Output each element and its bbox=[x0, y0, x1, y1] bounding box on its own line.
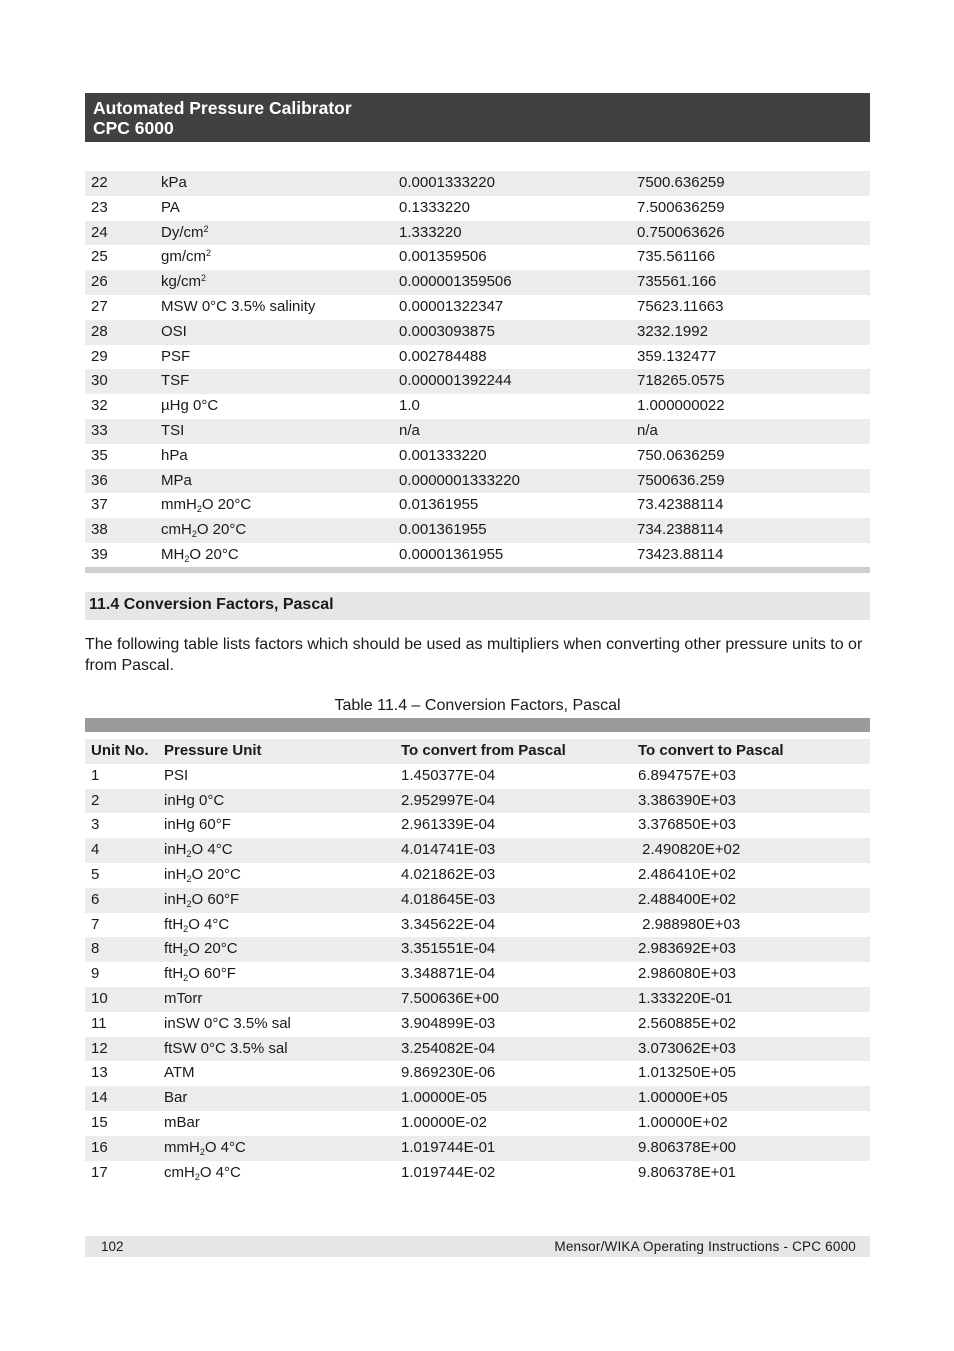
document-header bbox=[85, 93, 870, 142]
unit-number: 10 bbox=[91, 989, 108, 1007]
unit-subscript: 2 bbox=[191, 529, 197, 540]
pressure-unit bbox=[161, 270, 206, 296]
unit-number: 17 bbox=[91, 1163, 108, 1181]
document-title: Mensor/WIKA Operating Instructions - CPC 6000 bbox=[554, 1239, 856, 1254]
conversion-table-pascal bbox=[85, 739, 870, 1185]
factor-to: 359.132477 bbox=[637, 347, 717, 365]
factor-to: 7500636.259 bbox=[637, 471, 725, 489]
factor-from: 0.00001322347 bbox=[399, 297, 504, 315]
unit-text: O 20°C bbox=[196, 521, 247, 539]
factor-from: 1.019744E-02 bbox=[401, 1163, 496, 1181]
factor-from: 1.00000E-02 bbox=[401, 1113, 487, 1131]
table-row bbox=[85, 419, 870, 444]
unit-text: O 60°F bbox=[191, 890, 240, 908]
factor-to: 1.333220E-01 bbox=[638, 989, 733, 1007]
unit-number: 4 bbox=[91, 841, 100, 859]
pressure-unit: MPa bbox=[161, 471, 192, 489]
unit-text: cmH bbox=[164, 1163, 195, 1181]
factor-to: 750.0636259 bbox=[637, 446, 725, 464]
pressure-unit bbox=[161, 221, 209, 247]
pressure-unit bbox=[161, 518, 246, 544]
unit-text: ftH bbox=[164, 915, 184, 933]
table-row bbox=[85, 789, 870, 814]
factor-from: 2.952997E-04 bbox=[401, 791, 496, 809]
factor-to: 3.376850E+03 bbox=[638, 816, 737, 834]
factor-to: 1.00000E+02 bbox=[638, 1113, 728, 1131]
unit-text: O 60°F bbox=[188, 965, 236, 983]
factor-to: 6.894757E+03 bbox=[638, 766, 737, 784]
unit-number: 23 bbox=[91, 198, 108, 216]
pressure-unit bbox=[164, 863, 241, 889]
unit-number: 36 bbox=[91, 471, 108, 489]
pressure-unit: inHg 60°F bbox=[164, 816, 231, 834]
unit-number: 14 bbox=[91, 1089, 108, 1107]
table-row bbox=[85, 543, 870, 568]
unit-text: O 4°C bbox=[191, 841, 233, 859]
factor-to: 2.490820E+02 bbox=[638, 841, 741, 859]
table-row bbox=[85, 369, 870, 394]
pressure-unit bbox=[164, 888, 239, 914]
pressure-unit: kPa bbox=[161, 174, 187, 191]
page-number: 102 bbox=[101, 1239, 124, 1254]
unit-number: 26 bbox=[91, 273, 108, 291]
table-row bbox=[85, 171, 870, 196]
pressure-unit: µHg 0°C bbox=[161, 397, 219, 415]
pressure-unit: OSI bbox=[161, 322, 187, 340]
unit-number: 24 bbox=[91, 223, 108, 241]
unit-text: inH bbox=[164, 841, 187, 859]
factor-to: 2.986080E+03 bbox=[638, 965, 737, 983]
unit-number: 22 bbox=[91, 174, 108, 191]
column-header-unit-no: Unit No. bbox=[91, 742, 149, 759]
unit-number: 2 bbox=[91, 791, 100, 809]
factor-from: 0.001333220 bbox=[399, 446, 487, 464]
table-row bbox=[85, 295, 870, 320]
unit-number: 25 bbox=[91, 248, 108, 266]
unit-number: 3 bbox=[91, 816, 100, 834]
table-end-bar bbox=[85, 567, 870, 573]
factor-from: 3.345622E-04 bbox=[401, 915, 496, 933]
unit-text: Dy/cm bbox=[161, 223, 204, 241]
table-row bbox=[85, 888, 870, 913]
factor-to: 2.560885E+02 bbox=[638, 1014, 737, 1032]
pressure-unit: inHg 0°C bbox=[164, 791, 225, 809]
unit-number: 11 bbox=[91, 1014, 107, 1032]
page-footer bbox=[85, 1236, 870, 1257]
factor-from: 0.0003093875 bbox=[399, 322, 495, 340]
unit-subscript: 2 bbox=[183, 973, 189, 984]
factor-to: 734.2388114 bbox=[637, 521, 724, 539]
unit-subscript: 2 bbox=[186, 898, 192, 909]
unit-number: 13 bbox=[91, 1064, 108, 1082]
table-row bbox=[85, 913, 870, 938]
unit-text: O 20°C bbox=[188, 940, 238, 958]
header-title: Automated Pressure Calibrator bbox=[93, 98, 352, 118]
unit-number: 38 bbox=[91, 521, 108, 539]
unit-number: 7 bbox=[91, 915, 100, 933]
factor-to: 2.988980E+03 bbox=[638, 915, 741, 933]
pressure-unit: PSF bbox=[161, 347, 191, 365]
unit-subscript: 2 bbox=[184, 553, 190, 564]
unit-number: 28 bbox=[91, 322, 108, 340]
pressure-unit: TSF bbox=[161, 372, 190, 390]
factor-to: 1.000000022 bbox=[637, 397, 725, 415]
unit-text: MH bbox=[161, 545, 185, 563]
pressure-unit: TSI bbox=[161, 421, 185, 439]
factor-to: 73.42388114 bbox=[637, 496, 724, 514]
factor-from: 1.333220 bbox=[399, 223, 462, 241]
factor-to: 735561.166 bbox=[637, 273, 717, 291]
table-row bbox=[85, 320, 870, 345]
factor-from: 4.021862E-03 bbox=[401, 865, 496, 883]
unit-number: 9 bbox=[91, 965, 100, 983]
factor-to: 718265.0575 bbox=[637, 372, 725, 390]
factor-to: 3.386390E+03 bbox=[638, 791, 737, 809]
table-row bbox=[85, 493, 870, 518]
unit-number: 6 bbox=[91, 890, 100, 908]
factor-from: n/a bbox=[399, 421, 420, 439]
unit-number: 5 bbox=[91, 865, 100, 883]
unit-text: O 20°C bbox=[191, 865, 241, 883]
unit-number: 16 bbox=[91, 1138, 108, 1156]
column-header-pressure-unit: Pressure Unit bbox=[164, 742, 262, 759]
table-row bbox=[85, 270, 870, 295]
unit-text: mmH bbox=[164, 1138, 200, 1156]
unit-text: mmH bbox=[161, 496, 197, 514]
section-heading: 11.4 Conversion Factors, Pascal bbox=[85, 592, 870, 620]
factor-to: 75623.11663 bbox=[637, 297, 724, 315]
factor-from: 3.348871E-04 bbox=[401, 965, 496, 983]
conversion-table-continued bbox=[85, 171, 870, 568]
unit-text: O 4°C bbox=[188, 915, 230, 933]
column-header-to-pascal: To convert to Pascal bbox=[638, 742, 784, 759]
factor-to: 9.806378E+00 bbox=[638, 1138, 737, 1156]
unit-number: 33 bbox=[91, 421, 108, 439]
table-row bbox=[85, 764, 870, 789]
table-row bbox=[85, 962, 870, 987]
table-row bbox=[85, 1136, 870, 1161]
unit-subscript: 2 bbox=[186, 849, 192, 860]
table-row bbox=[85, 1061, 870, 1086]
table-title-bar bbox=[85, 718, 870, 732]
unit-number: 39 bbox=[91, 545, 108, 563]
table-row bbox=[85, 937, 870, 962]
unit-number: 32 bbox=[91, 397, 108, 415]
unit-number: 37 bbox=[91, 496, 108, 514]
factor-from: 1.0 bbox=[399, 397, 420, 415]
table-row bbox=[85, 196, 870, 221]
pressure-unit bbox=[164, 1161, 241, 1187]
factor-to: 735.561166 bbox=[637, 248, 716, 266]
table-row bbox=[85, 444, 870, 469]
unit-text: O 4°C bbox=[199, 1163, 241, 1181]
table-row bbox=[85, 1012, 870, 1037]
factor-to: 2.488400E+02 bbox=[638, 890, 737, 908]
factor-from: 0.000001392244 bbox=[399, 372, 512, 390]
factor-to: 1.013250E+05 bbox=[638, 1064, 737, 1082]
pressure-unit bbox=[161, 245, 211, 271]
table-row bbox=[85, 987, 870, 1012]
pressure-unit: MSW 0°C 3.5% salinity bbox=[161, 297, 316, 315]
section-paragraph: The following table lists factors which should be used as multipliers when converting other pressure units to or from Pascal. bbox=[85, 636, 863, 674]
table-row bbox=[85, 863, 870, 888]
unit-number: 1 bbox=[91, 766, 100, 784]
unit-subscript: 2 bbox=[199, 1146, 205, 1157]
pressure-unit bbox=[164, 913, 229, 939]
factor-from: 1.019744E-01 bbox=[401, 1138, 496, 1156]
unit-number: 29 bbox=[91, 347, 108, 365]
unit-text: inH bbox=[164, 890, 187, 908]
table-row bbox=[85, 838, 870, 863]
factor-to: 1.00000E+05 bbox=[638, 1089, 728, 1107]
factor-from: 4.018645E-03 bbox=[401, 890, 496, 908]
factor-from: 0.002784488 bbox=[399, 347, 487, 365]
pressure-unit: PA bbox=[161, 198, 180, 216]
pressure-unit: ftSW 0°C 3.5% sal bbox=[164, 1039, 288, 1057]
unit-subscript: 2 bbox=[194, 1171, 200, 1182]
factor-from: 9.869230E-06 bbox=[401, 1064, 496, 1082]
unit-text: O 20°C bbox=[201, 496, 252, 514]
unit-number: 12 bbox=[91, 1039, 108, 1057]
table-row bbox=[85, 245, 870, 270]
table-caption: Table 11.4 – Conversion Factors, Pascal bbox=[334, 697, 621, 714]
factor-to: 3.073062E+03 bbox=[638, 1039, 737, 1057]
unit-text: O 20°C bbox=[189, 545, 239, 563]
pressure-unit: hPa bbox=[161, 446, 188, 464]
unit-number: 8 bbox=[91, 940, 100, 958]
factor-from: 1.450377E-04 bbox=[401, 766, 496, 784]
pressure-unit: ATM bbox=[164, 1064, 195, 1082]
unit-superscript: 2 bbox=[201, 273, 207, 284]
unit-subscript: 2 bbox=[196, 504, 202, 515]
factor-from: 0.000001359506 bbox=[399, 273, 512, 291]
unit-text: ftH bbox=[164, 940, 184, 958]
table-row bbox=[85, 1037, 870, 1062]
header-model: CPC 6000 bbox=[93, 118, 174, 138]
factor-from: 2.961339E-04 bbox=[401, 816, 496, 834]
factor-from: 0.01361955 bbox=[399, 496, 479, 514]
pressure-unit bbox=[161, 543, 239, 569]
pressure-unit: mBar bbox=[164, 1113, 200, 1131]
unit-number: 27 bbox=[91, 297, 108, 315]
factor-to: 2.486410E+02 bbox=[638, 865, 737, 883]
table-row bbox=[85, 221, 870, 246]
factor-from: 4.014741E-03 bbox=[401, 841, 496, 859]
pressure-unit: inSW 0°C 3.5% sal bbox=[164, 1014, 291, 1032]
pressure-unit bbox=[164, 1136, 246, 1162]
unit-text: kg/cm bbox=[161, 273, 202, 291]
factor-from: 0.001361955 bbox=[399, 521, 487, 539]
pressure-unit bbox=[164, 962, 236, 988]
factor-to: 0.750063626 bbox=[637, 223, 725, 241]
factor-from: 0.00001361955 bbox=[399, 545, 504, 563]
table-header-row bbox=[85, 739, 870, 764]
unit-number: 35 bbox=[91, 446, 108, 464]
table-row bbox=[85, 813, 870, 838]
factor-to: 9.806378E+01 bbox=[638, 1163, 737, 1181]
pressure-unit bbox=[164, 937, 238, 963]
table-row bbox=[85, 518, 870, 543]
factor-to: 73423.88114 bbox=[637, 545, 724, 563]
pressure-unit: mTorr bbox=[164, 989, 203, 1007]
table-row bbox=[85, 469, 870, 494]
factor-to: 7500.636259 bbox=[637, 174, 725, 191]
unit-number: 30 bbox=[91, 372, 108, 390]
factor-from: 1.00000E-05 bbox=[401, 1089, 487, 1107]
unit-number: 15 bbox=[91, 1113, 108, 1131]
table-row bbox=[85, 394, 870, 419]
unit-subscript: 2 bbox=[183, 923, 189, 934]
pressure-unit: Bar bbox=[164, 1089, 188, 1107]
unit-text: cmH bbox=[161, 521, 192, 539]
factor-to: n/a bbox=[637, 421, 658, 439]
factor-from: 0.1333220 bbox=[399, 198, 470, 216]
unit-superscript: 2 bbox=[206, 248, 212, 259]
table-row bbox=[85, 345, 870, 370]
pressure-unit: PSI bbox=[164, 766, 189, 784]
factor-to: 2.983692E+03 bbox=[638, 940, 737, 958]
factor-to: 3232.1992 bbox=[637, 322, 708, 340]
unit-text: gm/cm bbox=[161, 248, 206, 266]
unit-text: O 4°C bbox=[204, 1138, 246, 1156]
table-row bbox=[85, 1161, 870, 1186]
unit-text: inH bbox=[164, 865, 187, 883]
unit-subscript: 2 bbox=[186, 873, 192, 884]
table-row bbox=[85, 1111, 870, 1136]
factor-to: 7.500636259 bbox=[637, 198, 725, 216]
table-row bbox=[85, 1086, 870, 1111]
pressure-unit bbox=[161, 493, 251, 519]
unit-subscript: 2 bbox=[183, 948, 189, 959]
factor-from: 0.001359506 bbox=[399, 248, 487, 266]
factor-from: 0.0000001333220 bbox=[399, 471, 520, 489]
factor-from: 3.904899E-03 bbox=[401, 1014, 496, 1032]
factor-from: 7.500636E+00 bbox=[401, 989, 500, 1007]
factor-from: 3.254082E-04 bbox=[401, 1039, 496, 1057]
pressure-unit bbox=[164, 838, 233, 864]
unit-superscript: 2 bbox=[203, 223, 209, 234]
unit-text: ftH bbox=[164, 965, 184, 983]
factor-from: 3.351551E-04 bbox=[401, 940, 496, 958]
column-header-from-pascal: To convert from Pascal bbox=[401, 742, 566, 759]
factor-from: 0.0001333220 bbox=[399, 174, 495, 191]
